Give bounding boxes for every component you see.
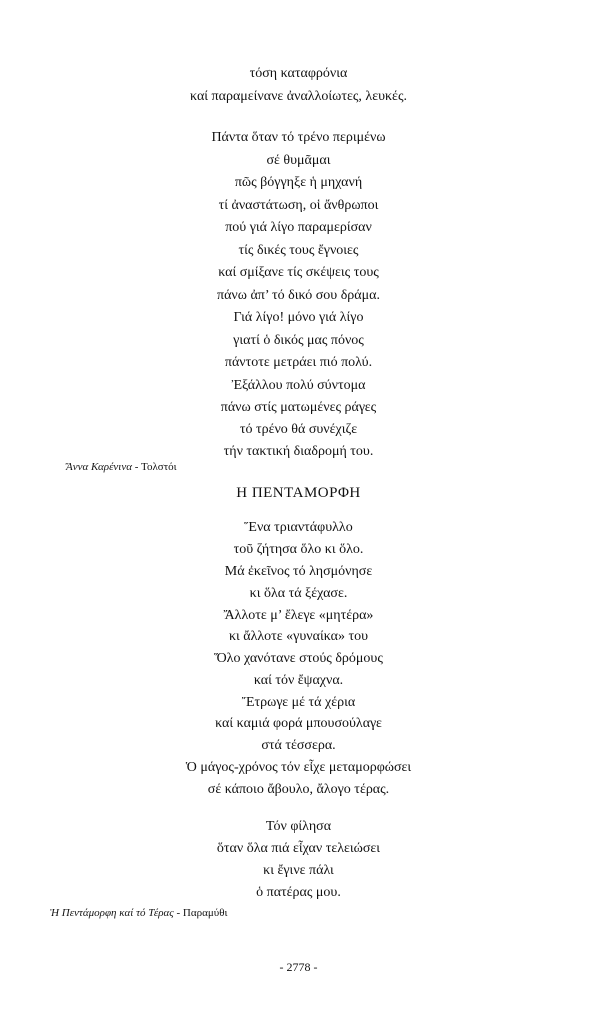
poem-line: καί καμιά φορά μπουσούλαγε bbox=[215, 716, 382, 731]
poem-line: Ὁ μάγος-χρόνος τόν εἶχε μεταμορφώσει bbox=[185, 760, 412, 775]
poem-line: σέ θυμᾶμαι bbox=[266, 153, 331, 168]
poem-line: πάνω ἀπ’ τό δικό σου δράμα. bbox=[217, 288, 380, 303]
poem-line: Ἐξάλλου πολύ σύντομα bbox=[231, 378, 366, 393]
poem-line: σέ κάποιο ἄβουλο, ἄλογο τέρας. bbox=[207, 782, 390, 797]
poem-line: Ἄλλοτε μ’ ἔλεγε «μητέρα» bbox=[223, 608, 374, 623]
poem-line: πάνω στίς ματωμένες ράγες bbox=[220, 400, 377, 415]
poem-line: πῶς βόγγηξε ἡ μηχανή bbox=[234, 175, 363, 190]
poem-line: πάντοτε μετράει πιό πολύ. bbox=[224, 355, 373, 370]
poem-title: Η ΠΕΝΤΑΜΟΡΦΗ bbox=[236, 485, 361, 501]
poem-line: τοῦ ζήτησα ὅλο κι ὅλο. bbox=[233, 542, 364, 557]
poem-line: τόση καταφρόνια bbox=[249, 66, 348, 81]
poem-line: στά τέσσερα. bbox=[261, 738, 336, 753]
poem-line: Ὅλο χανότανε στούς δρόμους bbox=[214, 651, 383, 666]
poem-line: καί παραμείνανε ἀναλλοίωτες, λευκές. bbox=[190, 89, 407, 104]
poem-line: τίς δικές τους ἔγνοιες bbox=[238, 243, 359, 258]
source-note bbox=[50, 906, 227, 920]
poem-line: κι ὅλα τά ξέχασε. bbox=[249, 586, 348, 601]
source-note-title: Ἡ Πεντάμορφη καί τό Τέρας bbox=[50, 907, 174, 919]
poem-line: ὅταν ὅλα πιά εἶχαν τελειώσει bbox=[216, 841, 381, 856]
poem-line: καί τόν ἔψαχνα. bbox=[253, 673, 344, 688]
poem-line: κι ἔγινε πάλι bbox=[263, 863, 334, 878]
poem-line: τί ἀναστάτωση, οἱ ἄνθρωποι bbox=[218, 198, 379, 213]
source-note-author: - Παραμύθι bbox=[173, 907, 228, 919]
poem-line: τήν τακτική διαδρομή του. bbox=[223, 444, 374, 459]
poem-line: Ἔτρωγε μέ τά χέρια bbox=[241, 695, 356, 710]
poem-line: τό τρένο θά συνέχιζε bbox=[239, 422, 358, 437]
poem-line: γιατί ὁ δικός μας πόνος bbox=[233, 333, 364, 348]
poem-line: κι ἄλλοτε «γυναίκα» του bbox=[228, 629, 369, 644]
source-note bbox=[66, 460, 177, 474]
poem-line: καί σμίξανε τίς σκέψεις τους bbox=[218, 265, 379, 280]
poem-line: Μά ἐκεῖνος τό λησμόνησε bbox=[224, 564, 373, 579]
source-note-title: Ἄννα Καρένινα bbox=[66, 461, 133, 473]
source-note-author: - Τολστόι bbox=[132, 461, 177, 473]
poem-line: Γιά λίγο! μόνο γιά λίγο bbox=[233, 310, 364, 325]
poem-line: Ἕνα τριαντάφυλλο bbox=[244, 520, 353, 535]
page-number: - 2778 - bbox=[279, 960, 318, 974]
poem-line: πού γιά λίγο παραμερίσαν bbox=[225, 220, 372, 235]
poem-line: Πάντα ὅταν τό τρένο περιμένω bbox=[211, 130, 386, 145]
poem-line: Τόν φίλησα bbox=[265, 819, 332, 834]
poem-line: ὁ πατέρας μου. bbox=[256, 885, 341, 900]
